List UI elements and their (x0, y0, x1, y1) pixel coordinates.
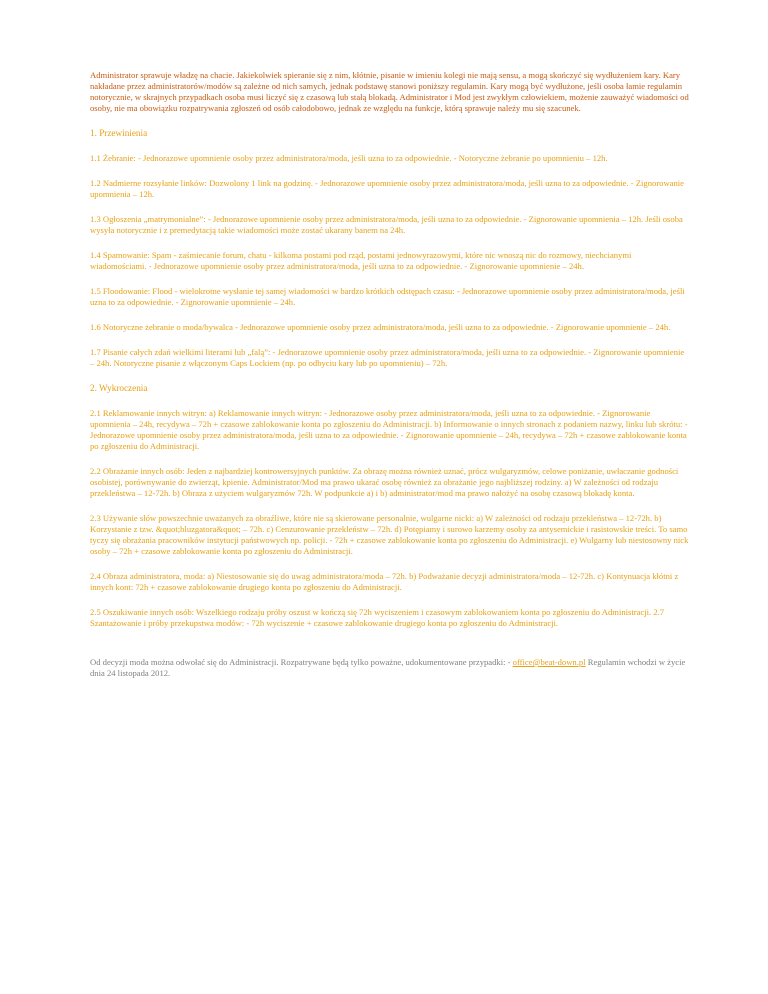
footer-text: Od decyzji moda można odwołać się do Administracji. Rozpatrywane będą tylko poważne, udokumentowane przypadki: - (90, 657, 513, 667)
section-heading-2: 2. Wykroczenia (90, 383, 148, 393)
rule-1-3: 1.3 Ogłoszenia „matrymonialne”: - Jednorazowe upomnienie osoby przez administratora/moda, jeśli uzna to za odpowiednie. - Zignorowanie upomnienia – 12h. Jeśli osoba wysyła notorycznie i z premedytacją takie wiadomości może zostać ukarany banem na 24h. (90, 214, 683, 235)
rule-2-1: 2.1 Reklamowanie innych witryn: a) Reklamowanie innych witryn: - Jednorazowe osoby przez administratora/moda, jeśli uzna to za odpowiednie. - Zignorowanie upomnienia – 24h, recydywa – 72h + czasowe zablokowanie konta po zgłoszeniu do Administracji. b) Informowanie o innych stronach z podaniem nazwy, linku lub skrótu: - Jednorazowe upomnienie osoby przez administratora/moda, jeśli uzna to za odpowiednie. - Zignorowanie upomnienie – 24h, recydywa – 72h + czasowe zablokowanie konta po zgłoszeniu do Administracji. (90, 408, 688, 451)
rule-2-2: 2.2 Obrażanie innych osób: Jeden z najbardziej kontrowersyjnych punktów. Za obrazę można również uznać, prócz wulgaryzmów, celowe poniżanie, uwłaczanie godności osobistej, porównywanie do zwierząt, kpienie. Administrator/Mod ma prawo ukarać osobę również za obrażanie jego najbliższej rodziny. a) W zależności od rodzaju przekleństwa – 12-72h. b) Obraza z użyciem wulgaryzmów 72h. W podpunkcie a) i b) administrator/mod ma prawo nałożyć na osobę czasową blokadę konta. (90, 466, 679, 498)
contact-email-link[interactable]: office@beat-down.pl (512, 657, 586, 667)
rule-1-2: 1.2 Nadmierne rozsyłanie linków: Dozwolony 1 link na godzinę. - Jednorazowe upomnienie osoby przez administratora/moda, jeśli uzna to za odpowiednie. - Zignorowanie upomnienia – 12h. (90, 178, 684, 199)
rule-2-5: 2.5 Oszukiwanie innych osób: Wszelkiego rodzaju próby oszust w kończą się 72h wyciszeniem i czasowym zablokowaniem konta po zgłoszeniu do Administracji. 2.7 Szantażowanie i próby przekupstwa modów: - 72h wyciszenie + czasowe zablokowanie drugiego konta po zgłoszeniu do Administracji. (90, 607, 665, 628)
rule-2-4: 2.4 Obraza administratora, moda: a) Niestosowanie się do uwag administratora/moda – 72h. b) Podważanie decyzji administratora/moda – 12-72h. c) Kontynuacja kłótni z innych kont: 72h + czasowe zablokowanie drugiego konta po zgłoszeniu do Administracji. (90, 571, 679, 592)
footer-tail: Regulamin wchodzi w życie dnia 24 listopada 2012. (90, 657, 686, 678)
rule-1-1: 1.1 Żebranie: - Jednorazowe upomnienie osoby przez administratora/moda, jeśli uzna to za odpowiednie. - Notoryczne żebranie po upomnieniu – 12h. (90, 153, 608, 163)
document-page (90, 70, 690, 688)
rule-1-7: 1.7 Pisanie całych zdań wielkimi literami lub „falą”: - Jednorazowe upomnienie osoby przez administratora/moda, jeśli uzna to za odpowiednie. - Zignorowanie upomnienie – 24h. Notoryczne pisanie z włączonym Caps Lockiem (np. po odbyciu kary lub po upomnieniu) – 72h. (90, 347, 685, 368)
intro-paragraph: Administrator sprawuje władzę na chacie. Jakiekolwiek spieranie się z nim, kłótnie, pisanie w imieniu kolegi nie mają sensu, a mogą skończyć się wydłużeniem kary. Kary nakładane przez administratorów/modów są zależne od nich samych, jednak podstawę stanowi poniższy regulamin. Kary mogą być wydłużone, jeśli osoba łamie regulamin notorycznie, w skrajnych przypadkach osoba musi liczyć się z czasową lub stałą blokadą. Administrator i Mod jest zwykłym człowiekiem, możenie zauważyć wiadomości od osoby, nie ma obowiązku rozpatrywania zgłoszeń od osób całodobowo, jednak ze względu na funkcje, którą sprawuje należy mu się szacunek. (90, 70, 689, 113)
footer-note (90, 657, 690, 679)
rule-1-6: 1.6 Notoryczne żebranie o moda/bywalca - Jednorazowe upomnienie osoby przez administratora/moda, jeśli uzna to za odpowiednie. - Zignorowanie upomnienie – 24h. (90, 322, 671, 332)
rule-2-3: 2.3 Używanie słów powszechnie uważanych za obraźliwe, które nie są skierowane personalnie, wulgarne nicki: a) W zależności od rodzaju przekleństwa – 12-72h. b) Korzystanie z tzw. &quot;bluzgatora&quot; – 72h. c) Cenzurowanie przekleństw – 72h. d) Potępiamy i surowo karzemy osoby za antysemickie i rasistowskie treści. To samo tyczy się obrażania pracowników instytucji państwowych np. policji. - 72h + czasowe zablokowanie konta po zgłoszeniu do Administracji. e) Wulgarny lub niestosowny nick osoby – 72h + czasowe zablokowanie konta po zgłoszeniu do Administracji. (90, 513, 689, 556)
rule-1-4: 1.4 Spamowanie: Spam - zaśmiecanie forum, chatu - kilkoma postami pod rząd, postami jednowyrazowymi, które nic wnoszą nic do rozmowy, niechcianymi wiadomościami. - Jednorazowe upomnienie osoby przez administratora/moda, jeśli uzna to za odpowiednie. - Zignorowanie upomnienie – 24h. (90, 250, 632, 271)
section-heading-1: 1. Przewinienia (90, 128, 148, 138)
rule-1-5: 1.5 Floodowanie: Flood - wielokrotne wysłanie tej samej wiadomości w bardzo krótkich odstępach czasu: - Jednorazowe upomnienie osoby przez administratora/moda, jeśli uzna to za odpowiednie. - Zignorowanie upomnienie – 24h. (90, 286, 685, 307)
